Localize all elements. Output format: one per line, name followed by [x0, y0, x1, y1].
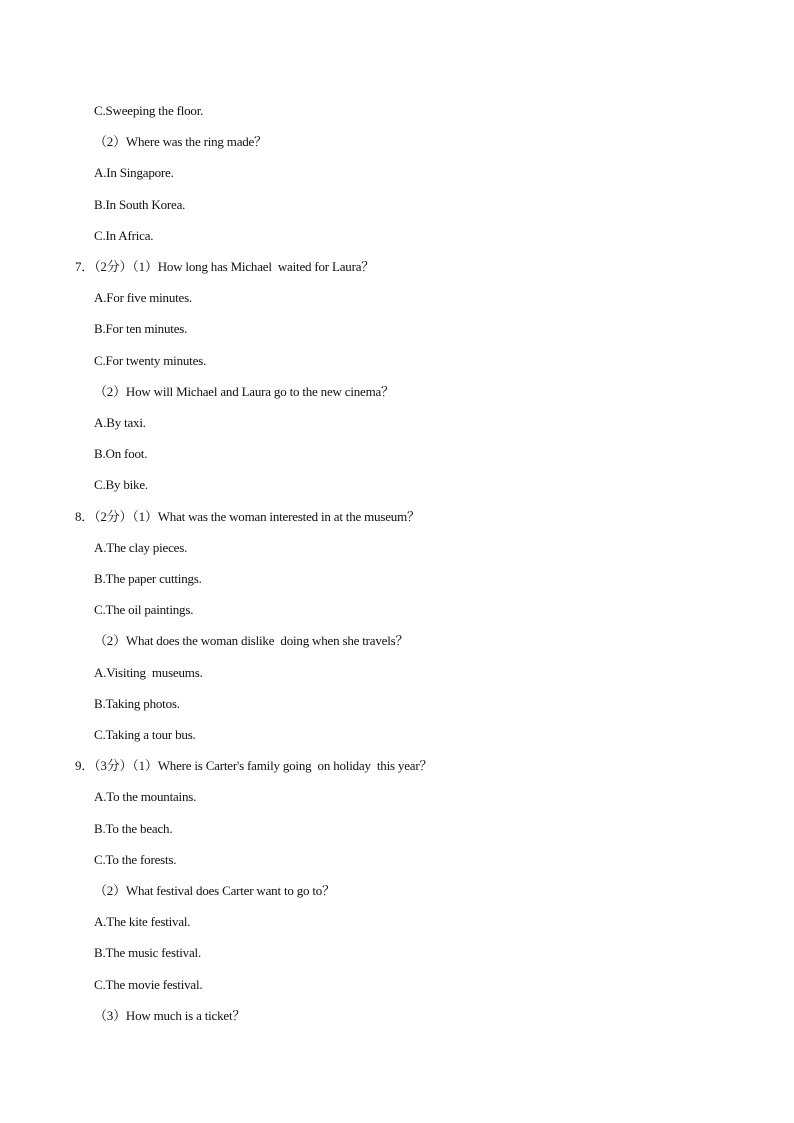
- sub-question: （2）What does the woman dislike doing when she travels？: [94, 633, 409, 649]
- answer-option: C.Sweeping the floor.: [94, 103, 204, 118]
- answer-option: A.In Singapore.: [94, 165, 174, 181]
- answer-option: C.By bike.: [94, 477, 148, 493]
- answer-option: A.To the mountains.: [94, 789, 197, 805]
- answer-option: B.The paper cuttings.: [94, 571, 202, 586]
- answer-option: C.The oil paintings.: [94, 602, 194, 618]
- answer-option: B.The music festival.: [94, 945, 201, 961]
- sub-question: （2）Where was the ring made？: [94, 134, 267, 150]
- answer-option: C.Taking a tour bus.: [94, 727, 196, 742]
- answer-option: B.In South Korea.: [94, 196, 186, 212]
- answer-option: C.To the forests.: [94, 851, 177, 867]
- question-heading: 7．（2分）（1）How long has Michael waited for Laura？: [75, 259, 375, 274]
- answer-option: A.The clay pieces.: [94, 539, 188, 555]
- sub-question: （3）How much is a ticket？: [94, 1007, 246, 1023]
- answer-option: A.For five minutes.: [94, 290, 193, 306]
- answer-option: C.In Africa.: [94, 227, 154, 243]
- answer-option: C.The movie festival.: [94, 976, 203, 992]
- answer-option: A.By taxi.: [94, 415, 146, 430]
- answer-option: A.The kite festival.: [94, 914, 191, 930]
- sub-question: （2）What festival does Carter want to go to？: [94, 883, 335, 898]
- answer-option: A.Visiting museums.: [94, 664, 203, 680]
- answer-option: B.Taking photos.: [94, 695, 180, 711]
- sub-question: （2）How will Michael and Laura go to the new cinema？: [94, 383, 394, 399]
- answer-option: C.For twenty minutes.: [94, 352, 207, 368]
- question-heading: 9．（3分）（1）Where is Carter's family going on holiday this year？: [75, 758, 433, 774]
- answer-option: B.For ten minutes.: [94, 321, 188, 337]
- answer-option: B.To the beach.: [94, 820, 173, 836]
- answer-option: B.On foot.: [94, 446, 148, 462]
- question-heading: 8．（2分）（1）What was the woman interested in at the museum？: [75, 508, 420, 524]
